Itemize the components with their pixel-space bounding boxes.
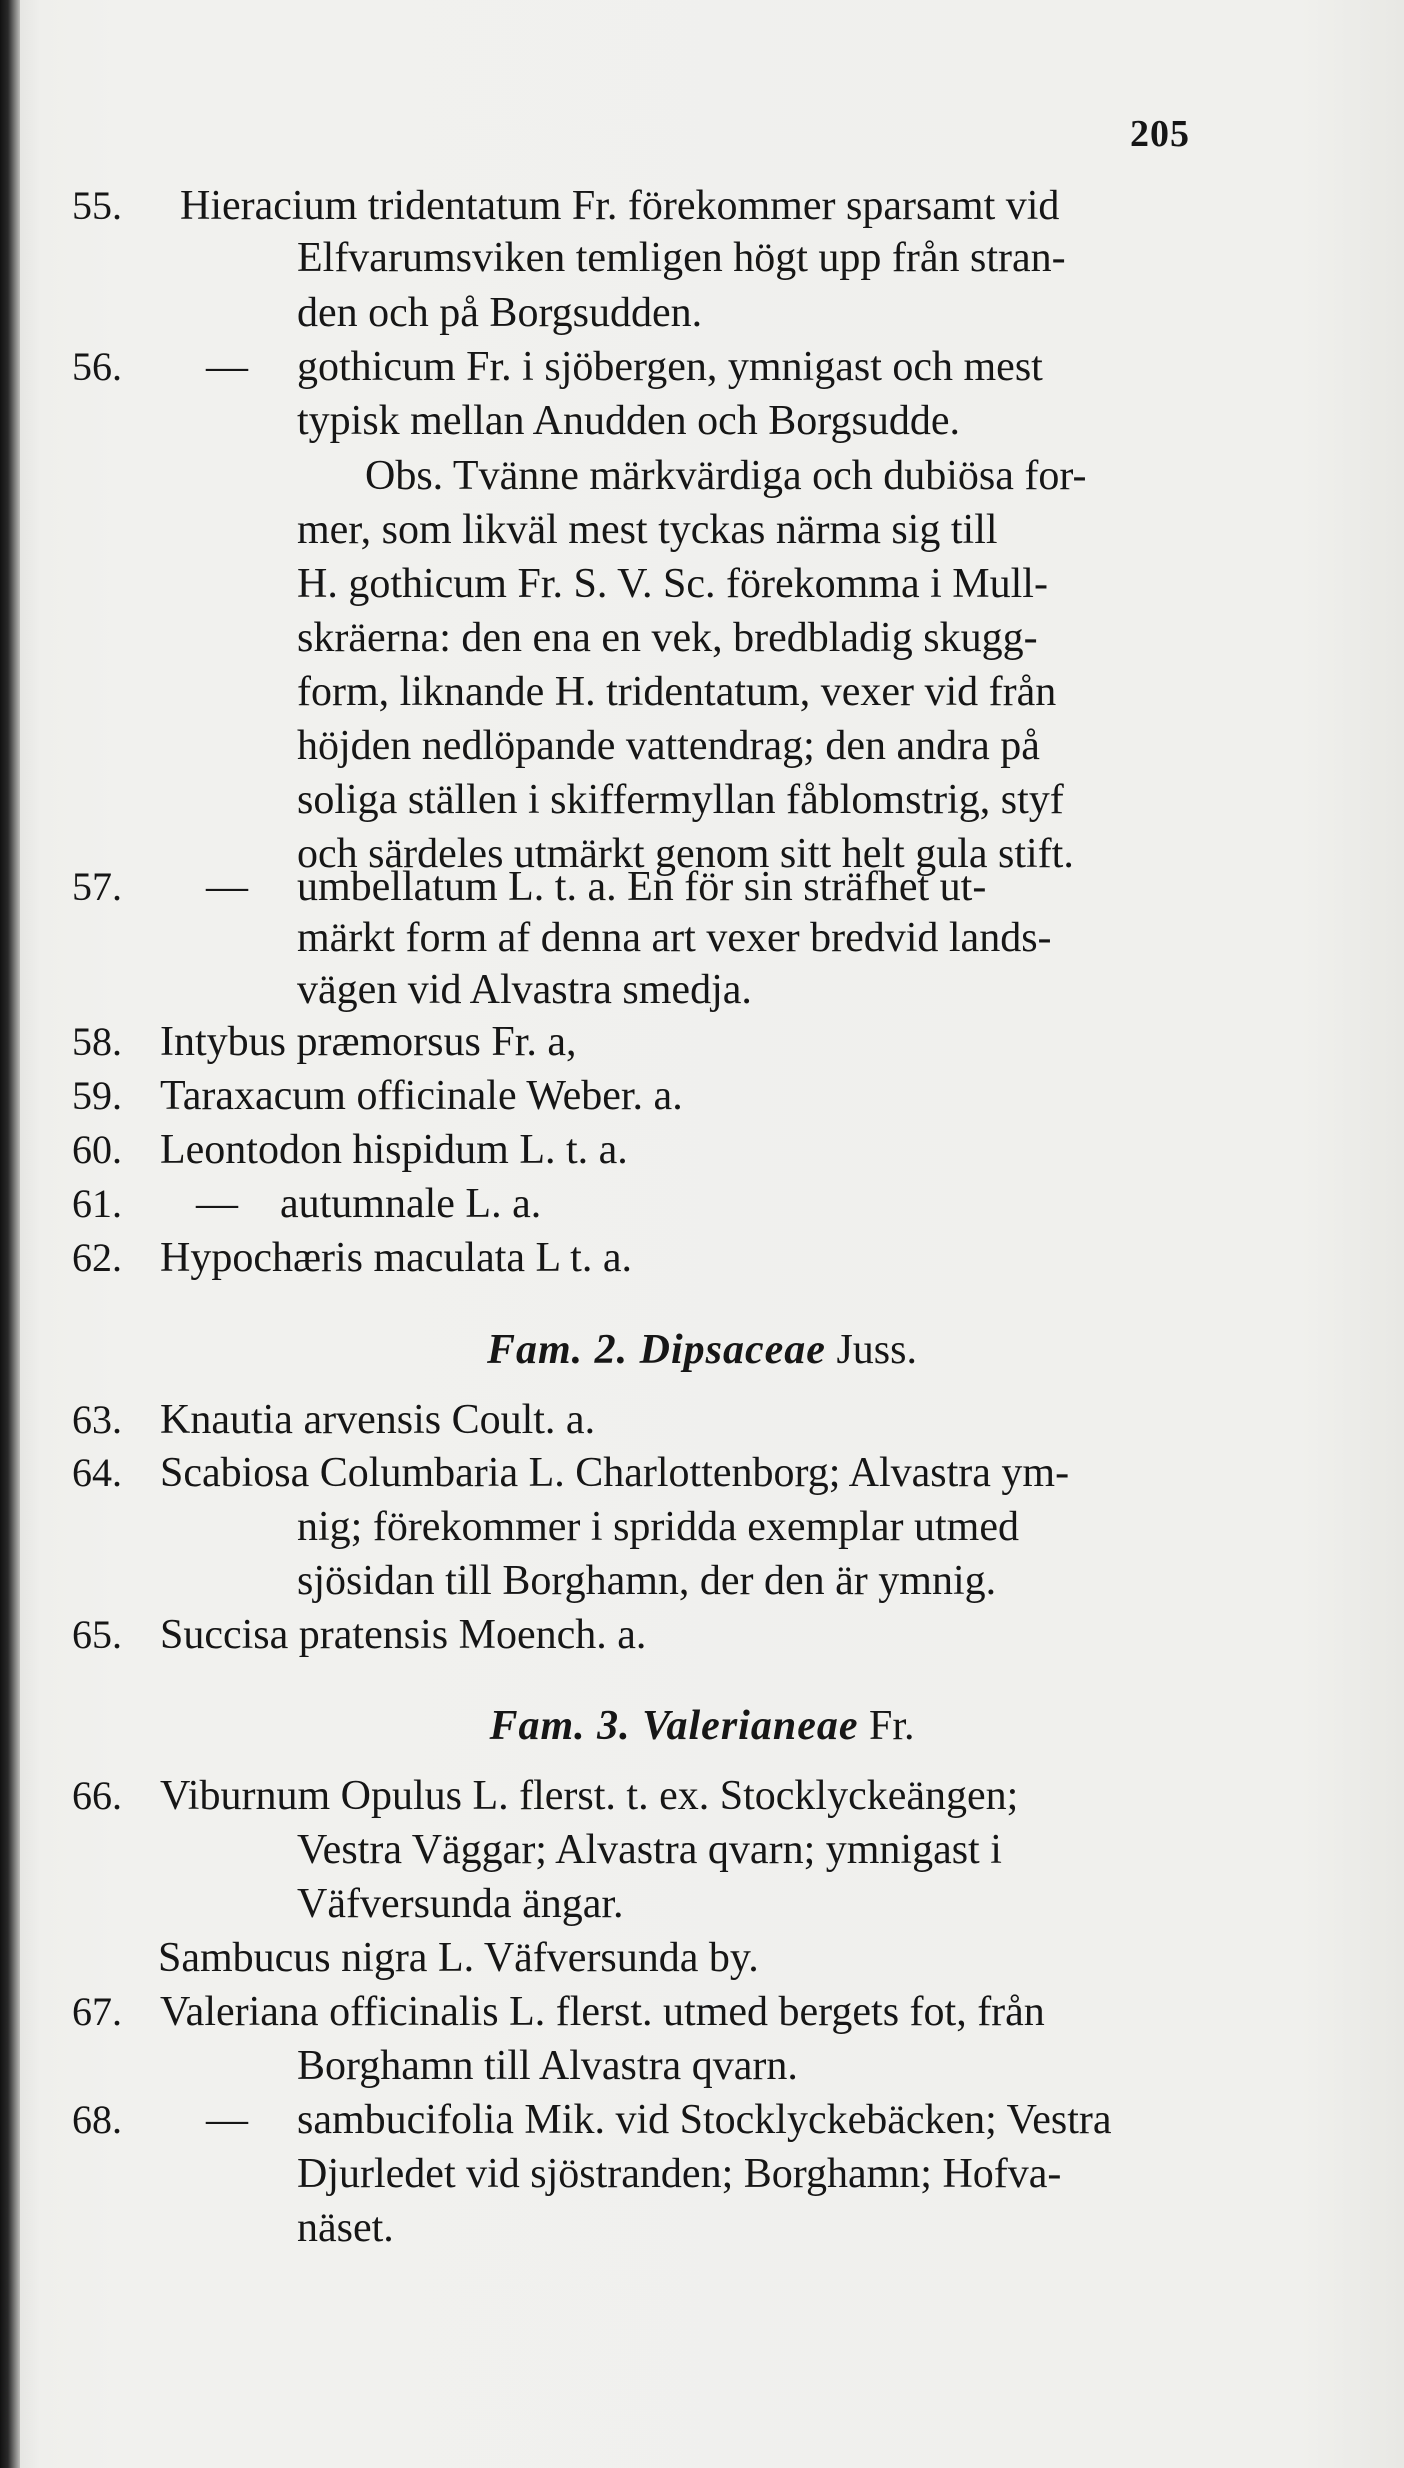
entry-number: 58. <box>72 1019 122 1064</box>
entry-text: märkt form af denna art vexer bredvid lands- <box>297 915 1052 961</box>
entry-text: Djurledet vid sjöstranden; Borghamn; Hofva- <box>297 2151 1062 2197</box>
entry-text: typisk mellan Anudden och Borgsudde. <box>297 398 960 444</box>
book-spine-shadow <box>0 0 20 2468</box>
obs-text: skräerna: den ena en vek, bredbladig skugg- <box>297 615 1038 661</box>
entry-number: 67. <box>72 1989 122 2034</box>
entry-text: Scabiosa Columbaria L. Charlottenborg; Alvastra ym- <box>160 1450 1070 1496</box>
entry-text: Väfversunda ängar. <box>297 1881 624 1927</box>
entry-number: 65. <box>72 1612 122 1657</box>
entry-text: gothicum Fr. i sjöbergen, ymnigast och mest <box>297 344 1043 390</box>
entry-number: 57. <box>72 864 122 909</box>
entry-text: sambucifolia Mik. vid Stocklyckebäcken; Vestra <box>297 2097 1112 2143</box>
obs-text: H. gothicum Fr. S. V. Sc. förekomma i Mull- <box>297 561 1048 607</box>
entry-text: Taraxacum officinale Weber. a. <box>160 1073 683 1119</box>
family-heading-dipsaceae <box>0 1320 1404 1380</box>
entry-dash: — <box>206 864 248 910</box>
page-number: 205 <box>1130 113 1190 155</box>
entry-text: Hypochæris maculata L t. a. <box>160 1235 632 1281</box>
entry-text: Elfvarumsviken temligen högt upp från stran- <box>297 235 1066 281</box>
entry-number: 63. <box>72 1397 122 1442</box>
family-author: Fr. <box>868 1703 915 1749</box>
family-author: Juss. <box>836 1327 917 1373</box>
obs-text: form, liknande H. tridentatum, vexer vid från <box>297 669 1057 715</box>
family-label: Fam. 3. Valerianeae <box>489 1703 859 1749</box>
entry-text: den och på Borgsudden. <box>297 290 703 336</box>
entry-dash: — <box>196 1181 238 1227</box>
entry-text: Sambucus nigra L. Väfversunda by. <box>158 1935 759 1981</box>
entry-text: vägen vid Alvastra smedja. <box>297 967 752 1013</box>
obs-text: Obs. Tvänne märkvärdiga och dubiösa for- <box>365 453 1087 499</box>
entry-text: Succisa pratensis Moench. a. <box>160 1612 647 1658</box>
entry-text: umbellatum L. t. a. En för sin sträfhet ut- <box>297 864 987 910</box>
entry-text: nig; förekommer i spridda exemplar utmed <box>297 1504 1019 1550</box>
entry-text: Leontodon hispidum L. t. a. <box>160 1127 628 1173</box>
entry-number: 61. <box>72 1181 122 1226</box>
family-heading-valerianeae <box>0 1696 1404 1756</box>
entry-dash: — <box>206 2097 248 2143</box>
entry-text: Valeriana officinalis L. flerst. utmed bergets fot, från <box>160 1989 1045 2035</box>
entry-text: Knautia arvensis Coult. a. <box>160 1397 596 1443</box>
entry-text: autumnale L. a. <box>280 1181 542 1227</box>
entry-number: 64. <box>72 1450 122 1495</box>
obs-text: mer, som likväl mest tyckas närma sig till <box>297 507 998 553</box>
entry-text: näset. <box>297 2205 394 2251</box>
entry-text: Hieracium tridentatum Fr. förekommer sparsamt vid <box>180 183 1060 229</box>
entry-number: 56. <box>72 344 122 389</box>
entry-dash: — <box>206 344 248 390</box>
entry-text: Vestra Väggar; Alvastra qvarn; ymnigast i <box>297 1827 1002 1873</box>
family-label: Fam. 2. Dipsaceae <box>487 1327 826 1373</box>
entry-text: Intybus præmorsus Fr. a, <box>160 1019 577 1065</box>
obs-text: soliga ställen i skiffermyllan fåblomstrig, styf <box>297 777 1064 823</box>
entry-number: 60. <box>72 1127 122 1172</box>
entry-number: 62. <box>72 1235 122 1280</box>
entry-number: 59. <box>72 1073 122 1118</box>
entry-number: 66. <box>72 1773 122 1818</box>
entry-text: sjösidan till Borghamn, der den är ymnig. <box>297 1558 997 1604</box>
obs-text: och särdeles utmärkt genom sitt helt gula stift. <box>297 831 1074 877</box>
entry-number: 68. <box>72 2097 122 2142</box>
entry-text: Borghamn till Alvastra qvarn. <box>297 2043 798 2089</box>
entry-number: 55. <box>72 183 122 228</box>
obs-text: höjden nedlöpande vattendrag; den andra på <box>297 723 1040 769</box>
entry-text: Viburnum Opulus L. flerst. t. ex. Stocklyckeängen; <box>160 1773 1019 1819</box>
